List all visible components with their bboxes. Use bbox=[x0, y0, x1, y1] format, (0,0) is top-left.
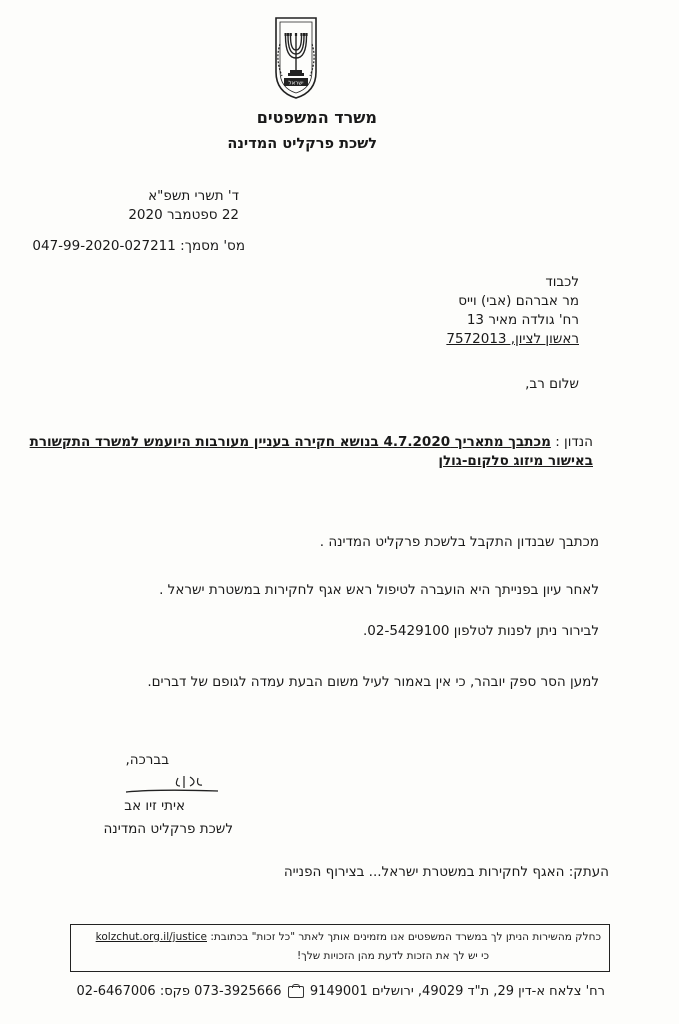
gregorian-date: 22 ספטמבר 2020 bbox=[128, 207, 239, 223]
state-emblem-icon bbox=[268, 14, 324, 100]
footer-line-2: כי יש לך את הזכות לדעת מהן הזכויות שלך! bbox=[296, 950, 489, 962]
phone-icon bbox=[288, 986, 304, 998]
recipient-name: מר אברהם (אבי) וייס bbox=[458, 293, 579, 309]
phone-number: 073-3925666 bbox=[194, 984, 282, 999]
signer-office: לשכת פרקליט המדינה bbox=[103, 821, 233, 837]
ministry-name: משרד המשפטים bbox=[256, 108, 377, 127]
hebrew-date: ד' תשרי תשפ"א bbox=[148, 188, 239, 204]
fax-number: 02-6467006 bbox=[76, 984, 156, 999]
subject-block bbox=[29, 434, 593, 469]
body-paragraph-1: מכתבך שבנדון התקבל בלשכת פרקליט המדינה . bbox=[319, 534, 599, 550]
doc-number: 047-99-2020-027211 bbox=[32, 238, 176, 254]
doc-number-row bbox=[32, 238, 245, 254]
doc-number-label: מס' מסמך: bbox=[180, 238, 245, 254]
svg-text:ישראל: ישראל bbox=[288, 80, 304, 87]
handwritten-signature bbox=[118, 772, 228, 796]
signer-name: איתי זיו אב bbox=[124, 798, 185, 814]
subject-line-1: מכתבך מתאריך 4.7.2020 בנושא חקירה בעניין מעורבות היועמש למשרד התקשורת bbox=[29, 434, 551, 450]
footer-notice-box bbox=[70, 924, 610, 972]
recipient-city: ראשון לציון, 7572013 bbox=[446, 331, 579, 347]
body-paragraph-4: למען הסר ספק יובהר, כי אין באמור לעיל משום הבעת עמדה לגופם של דברים. bbox=[147, 674, 599, 690]
greeting: שלום רב, bbox=[525, 376, 579, 392]
footer-line-1: כחלק מהשירות הניתן לך במשרד המשפטים אנו מזמינים אותך לאתר "כל זכות" בכתובת: bbox=[210, 931, 601, 943]
copy-label: העתק: bbox=[568, 864, 609, 880]
office-name: לשכת פרקליט המדינה bbox=[227, 136, 377, 152]
subject-line-2: באישור מיזוג סלקום-גולן bbox=[438, 453, 593, 469]
recipient-to: לכבוד bbox=[545, 274, 579, 290]
body-paragraph-2: לאחר עיון בפנייתך היא הועברה לטיפול ראש אגף לחקירות במשטרת ישראל . bbox=[159, 582, 599, 598]
fax-label: פקס: bbox=[159, 984, 190, 999]
closing: בברכה, bbox=[125, 752, 169, 768]
copy-text: האגף לחקירות במשטרת ישראל... בצירוף הפנייה bbox=[283, 864, 565, 880]
address-street: רח' צלאח א-דין 29, ת"ד 49029, ירושלים 9149001 bbox=[309, 984, 605, 999]
address-line bbox=[77, 984, 605, 999]
body-paragraph-3: לבירור ניתן לפנות לטלפון 02-5429100. bbox=[363, 623, 599, 639]
copy-row bbox=[284, 864, 609, 880]
recipient-street: רח' גולדה מאיר 13 bbox=[466, 312, 579, 328]
footer-link[interactable]: kolzchut.org.il/justice bbox=[95, 931, 207, 943]
subject-label: הנדון : bbox=[555, 434, 593, 450]
